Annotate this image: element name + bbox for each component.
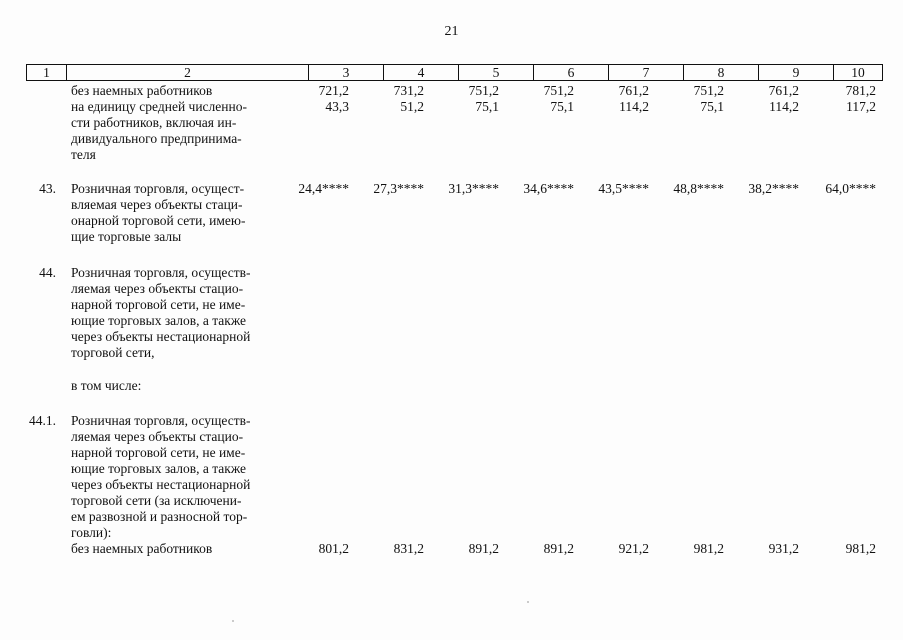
value-cell: 43,3 <box>325 99 349 114</box>
row-text-line: Розничная торговля, осуществ- <box>71 265 251 280</box>
value-cell: 781,2 <box>845 83 876 98</box>
header-col-2: 2 <box>184 65 191 80</box>
value-cell: 48,8**** <box>673 181 724 196</box>
row-text-line: Розничная торговля, осуществ- <box>71 413 251 428</box>
row-text-line: сти работников, включая ин- <box>71 115 237 130</box>
value-cell: 921,2 <box>618 541 649 556</box>
value-cell: 801,2 <box>318 541 349 556</box>
row-text-line: вляемая через объекты стаци- <box>71 197 243 212</box>
row-text-line: на единицу средней численно- <box>71 99 247 114</box>
row-text-line: онарной торговой сети, имею- <box>71 213 246 228</box>
row-text-line: говли): <box>71 525 112 540</box>
header-col-1: 1 <box>43 65 50 80</box>
row-text-line: теля <box>71 147 96 162</box>
value-cell: 64,0**** <box>825 181 876 196</box>
value-cell: 34,6**** <box>523 181 574 196</box>
value-cell: 981,2 <box>693 541 724 556</box>
value-cell: 931,2 <box>768 541 799 556</box>
value-cell: 721,2 <box>318 83 349 98</box>
row-text-line: через объекты нестационарной <box>71 329 251 344</box>
row-text-line: щие торговые залы <box>71 229 182 244</box>
header-col-7: 7 <box>642 65 650 80</box>
row-text-line: торговой сети (за исключени- <box>71 493 242 508</box>
header-col-6: 6 <box>567 65 575 80</box>
row-text-line: нарной торговой сети, не име- <box>71 445 246 460</box>
scan-speck <box>527 601 529 603</box>
value-cell: 24,4**** <box>298 181 349 196</box>
row-number: 44. <box>39 265 56 280</box>
row-text-line: нарной торговой сети, не име- <box>71 297 246 312</box>
header-col-9: 9 <box>792 65 800 80</box>
value-cell: 981,2 <box>845 541 876 556</box>
header-col-10: 10 <box>851 65 865 80</box>
row-text-line: ем развозной и разносной тор- <box>71 509 248 524</box>
value-cell: 114,2 <box>769 99 799 114</box>
value-cell: 75,1 <box>475 99 499 114</box>
row-text-line: ющие торговых залов, а также <box>71 313 246 328</box>
value-cell: 75,1 <box>550 99 574 114</box>
value-cell: 43,5**** <box>598 181 649 196</box>
value-cell: 731,2 <box>393 83 424 98</box>
row-number: 43. <box>39 181 56 196</box>
header-col-8: 8 <box>717 65 725 80</box>
value-cell: 761,2 <box>618 83 649 98</box>
row-text-line: торговой сети, <box>71 345 155 360</box>
row-text-line: без наемных работников <box>71 83 213 98</box>
value-cell: 117,2 <box>846 99 876 114</box>
value-cell: 51,2 <box>400 99 424 114</box>
value-cell: 891,2 <box>543 541 574 556</box>
value-cell: 891,2 <box>468 541 499 556</box>
value-cell: 751,2 <box>543 83 574 98</box>
row-text-line: в том числе: <box>71 378 142 393</box>
row-text-line: без наемных работников <box>71 541 213 556</box>
value-cell: 38,2**** <box>748 181 799 196</box>
header-col-5: 5 <box>492 65 500 80</box>
value-cell: 114,2 <box>619 99 649 114</box>
header-col-4: 4 <box>417 65 425 80</box>
header-col-3: 3 <box>342 65 350 80</box>
row-text-line: ляемая через объекты стацио- <box>71 429 244 444</box>
page-number: 21 <box>444 24 459 39</box>
row-number: 44.1. <box>29 413 56 428</box>
value-cell: 27,3**** <box>373 181 424 196</box>
value-cell: 831,2 <box>393 541 424 556</box>
value-cell: 761,2 <box>768 83 799 98</box>
row-text-line: ющие торговых залов, а также <box>71 461 246 476</box>
value-cell: 75,1 <box>700 99 724 114</box>
row-text-line: ляемая через объекты стацио- <box>71 281 244 296</box>
value-cell: 751,2 <box>693 83 724 98</box>
scan-speck <box>232 620 234 622</box>
value-cell: 31,3**** <box>448 181 499 196</box>
row-text-line: через объекты нестационарной <box>71 477 251 492</box>
table-header <box>26 64 883 81</box>
value-cell: 751,2 <box>468 83 499 98</box>
row-text-line: Розничная торговля, осущест- <box>71 181 245 196</box>
row-text-line: дивидуального предпринима- <box>71 131 242 146</box>
